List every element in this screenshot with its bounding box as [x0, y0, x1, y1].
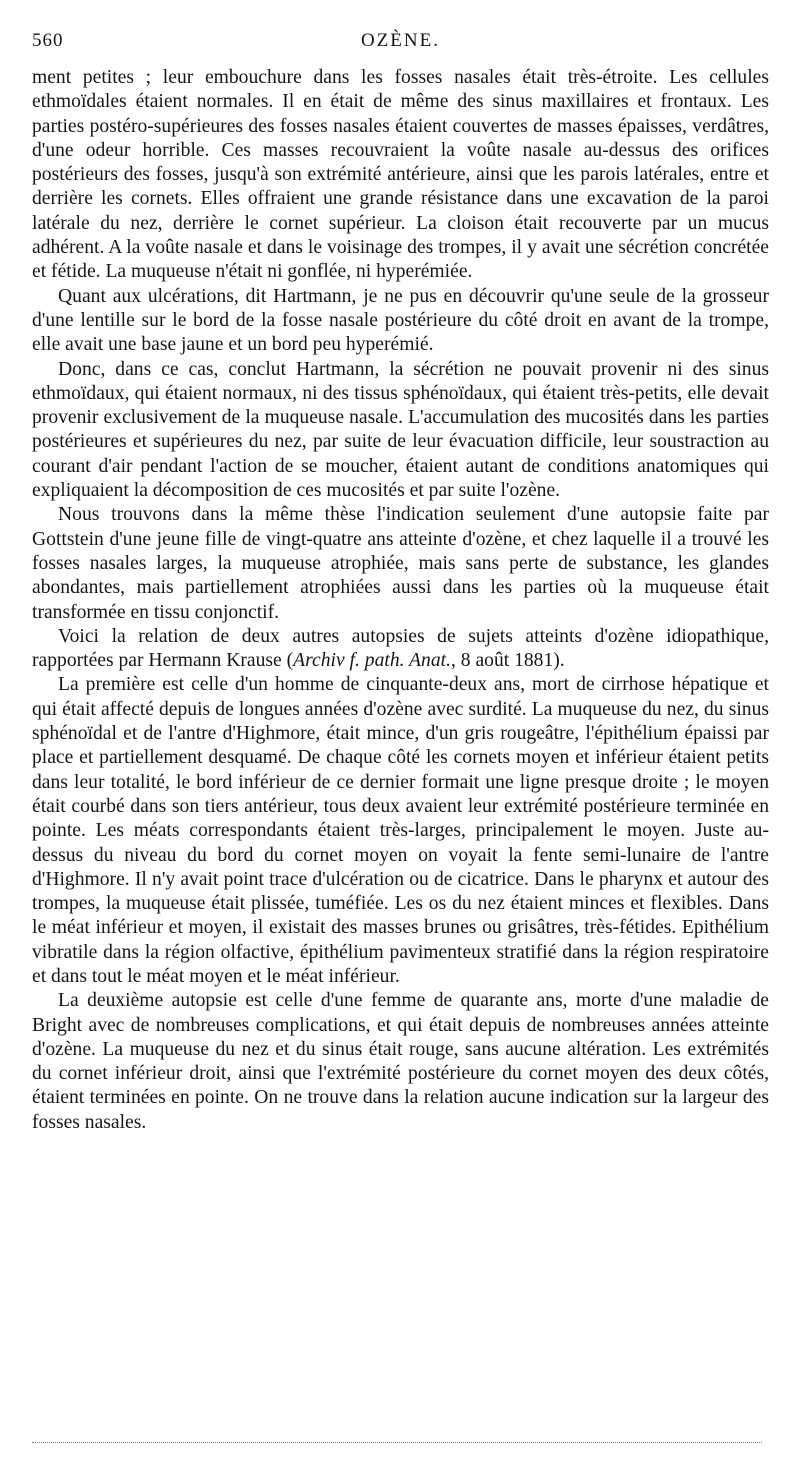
paragraph-second-autopsy: La deuxième autopsie est celle d'une femme de quarante ans, morte d'une maladie de Bright avec de nombreuses complications, et qui était depuis de nombreuses années atteinte d'ozène. La muqueuse du nez et du sinus était rouge, sans aucune altération. Les extrémités du cornet inférieur droit, ainsi que l'extrémité postérieure du cornet moyen des deux côtés, étaient terminées en pointe. On ne trouve dans la relation aucune indication sur la largeur des fosses nasales.	[32, 990, 769, 1133]
paragraph-krause-autopsies	[32, 625, 769, 674]
paragraph-first-autopsy: La première est celle d'un homme de cinquante-deux ans, mort de cirrhose hépatique et qui était affecté depuis de longues années d'ozène avec surdité. La muqueuse du nez, du sinus sphénoïdal et de l'antre d'Highmore, était mince, d'un gris rougeâtre, l'épithélium épaissi par place et partiellement desquamé. De chaque côté les cornets moyen et inférieur étaient petits dans leur totalité, le bord inférieur de ce dernier formait une ligne presque droite ; le moyen était courbé dans son tiers antérieur, tous deux avaient leur extrémité postérieure terminée en pointe. Les méats correspondants étaient très-larges, principalement le moyen. Juste au-dessus du niveau du bord du cornet moyen on voyait la fente semi-lunaire de l'antre d'Highmore. Il n'y avait point trace d'ulcération ou de cicatrice. Dans le pharynx et autour des trompes, la muqueuse était plissée, tuméfiée. Les os du nez étaient minces et flexibles. Dans le méat inférieur et moyen, il existait des masses brunes ou grisâtres, très-fétides. Epithélium vibratile dans la région olfactive, épithélium pavimenteux stratifié dans la région respiratoire et dans tout le méat moyen et le méat inférieur.	[32, 674, 769, 987]
paragraph-hartmann-conclusion: Donc, dans ce cas, conclut Hartmann, la sécrétion ne pouvait provenir ni des sinus ethmoïdaux, qui étaient normaux, ni des tissus sphénoïdaux, qui étaient très-petits, elle devait provenir exclusivement de la muqueuse nasale. L'accumulation des mucosités dans les parties postérieures et supérieures du nez, par suite de leur évacuation difficile, leur soustraction au courant d'air pendant l'action de se moucher, étaient autant de conditions anatomiques qui expliquaient la décomposition de ces mucosités et par suite l'ozène.	[32, 358, 769, 502]
page-number: 560	[32, 30, 64, 51]
body-text	[32, 66, 769, 1135]
krause-text-before: Voici la relation de deux autres autopsies de sujets atteints d'ozène idiopathique, rapportées par Hermann Krause (	[32, 625, 769, 672]
journal-citation: Archiv f. path. Anat.	[293, 650, 451, 672]
running-head	[32, 24, 769, 54]
footer-dotted-rule	[32, 1442, 762, 1443]
paragraph-ulcerations: Quant aux ulcérations, dit Hartmann, je ne pus en découvrir qu'une seule de la grosseur d'une lentille sur le bord de la fosse nasale postérieure du côté droit en avant de la trompe, elle avait une base jaune et un bord peu hyperémié.	[32, 285, 769, 356]
book-page	[32, 24, 769, 1135]
krause-text-after: , 8 août 1881).	[450, 650, 565, 672]
paragraph-gottstein-autopsy: Nous trouvons dans la même thèse l'indication seulement d'une autopsie faite par Gottstein d'une jeune fille de vingt-quatre ans atteinte d'ozène, et chez laquelle il a trouvé les fosses nasales larges, la muqueuse atrophiée, mais sans perte de substance, les glandes abondantes, mais partiellement atrophiées aussi dans les parties où la muqueuse était transformée en tissu conjonctif.	[32, 504, 769, 623]
running-title: OZÈNE.	[360, 30, 440, 51]
paragraph-continued: ment petites ; leur embouchure dans les fosses nasales était très-étroite. Les cellules ethmoïdales étaient normales. Il en était de même des sinus maxillaires et frontaux. Les parties postéro-supérieures des fosses nasales étaient couvertes de masses épaisses, verdâtres, d'une odeur horrible. Ces masses recouvraient la voûte nasale au-dessus des orifices postérieurs des fosses, jusqu'à son extrémité antérieure, ainsi que les parois latérales, entre et derrière les cornets. Elles offraient une grande résistance dans une excavation de la paroi latérale du nez, derrière le cornet supérieur. La cloison était recouverte par un mucus adhérent. A la voûte nasale et dans le voisinage des trompes, il y avait une sécrétion concrétée et fétide. La muqueuse n'était ni gonflée, ni hyperémiée.	[32, 67, 769, 283]
